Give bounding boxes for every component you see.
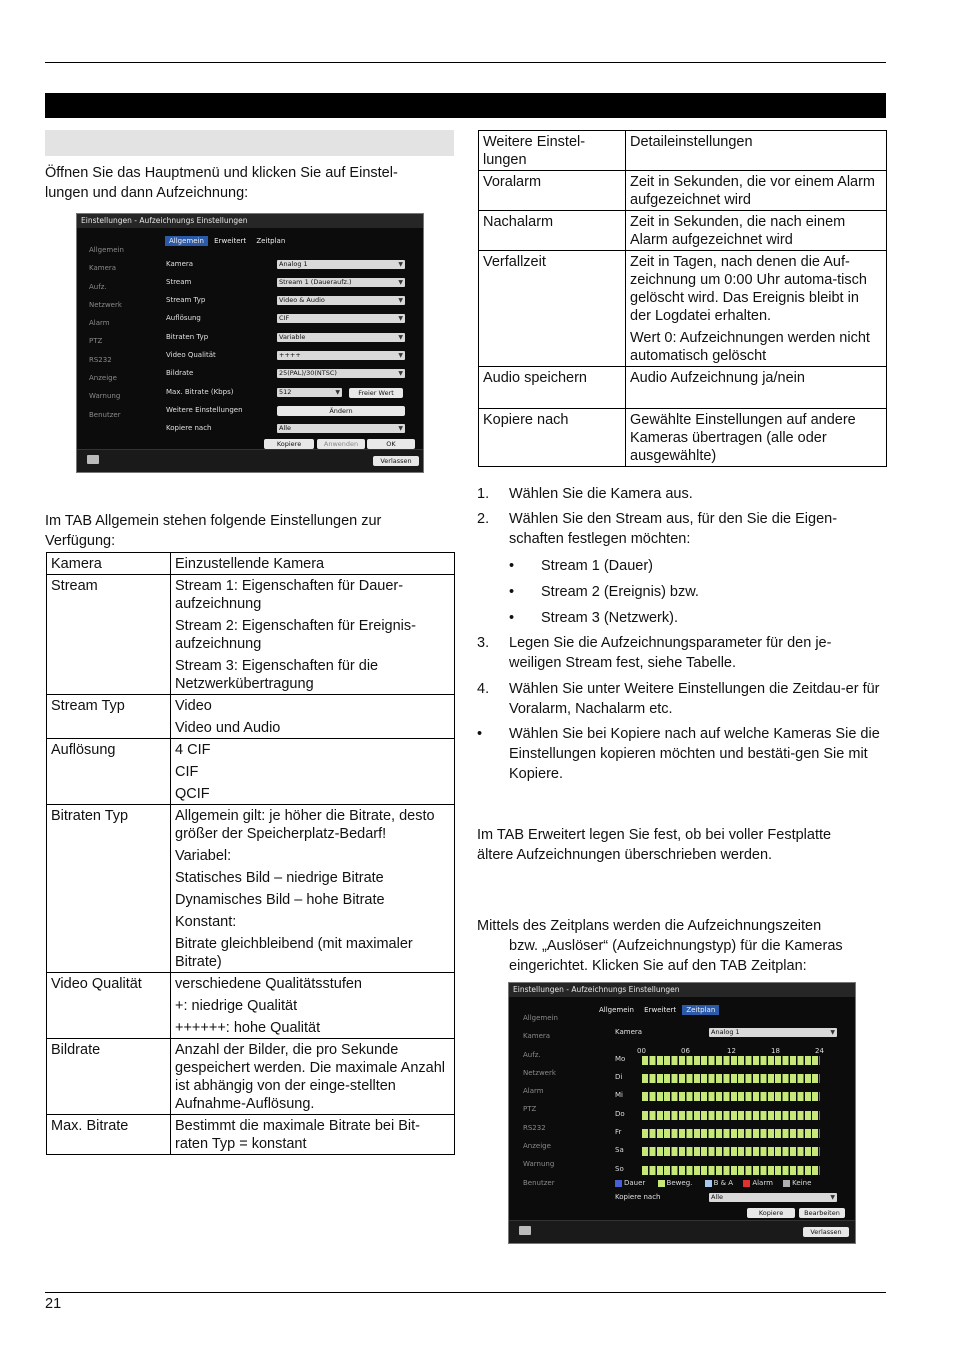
field-label: Stream xyxy=(166,278,192,286)
day-label: Mo xyxy=(615,1055,626,1063)
tab-general-intro xyxy=(45,511,455,551)
settings-screenshot-schedule xyxy=(508,982,856,1244)
table-row xyxy=(47,553,455,575)
legend-label: Beweg. xyxy=(666,1179,693,1187)
step-text: Stream 3 (Netzwerk). xyxy=(541,610,678,626)
legend xyxy=(615,1179,811,1187)
framerate-select[interactable]: 25(PAL)/30(NTSC) ▼ xyxy=(277,369,405,378)
resolution-select[interactable]: CIF ▼ xyxy=(277,314,405,323)
setting-name: Audio speichern xyxy=(479,367,626,409)
schedule-row-do[interactable] xyxy=(642,1111,820,1120)
sidebar-item[interactable]: Benutzer xyxy=(523,1178,555,1187)
tab-general-intro-line: Verfügung: xyxy=(45,533,116,549)
table-row xyxy=(479,171,887,211)
table-row xyxy=(47,1039,455,1115)
copy-to-select[interactable]: Alle ▼ xyxy=(277,424,405,433)
desc-line: Bitrate gleichbleibend (mit maximaler Bitrate) xyxy=(175,936,413,970)
step-number: • xyxy=(509,584,515,600)
step-number: 2. xyxy=(477,511,490,527)
ok-button[interactable]: OK xyxy=(367,439,415,449)
legend-item xyxy=(783,1179,811,1187)
field-label: Stream Typ xyxy=(166,296,206,304)
table-row xyxy=(479,367,887,409)
step-item xyxy=(477,509,887,549)
step-item xyxy=(477,484,887,504)
legend-label: Keine xyxy=(792,1179,812,1187)
sidebar-item[interactable]: Alarm xyxy=(89,319,110,328)
sidebar-item[interactable]: Warnung xyxy=(523,1160,555,1169)
desc-line: Video xyxy=(175,698,212,714)
step-text: Wählen Sie bei Kopiere nach auf welche Kameras Sie die Einstellungen kopieren möchten und bestäti-gen Sie mit Kopiere. xyxy=(509,726,880,782)
setting-desc xyxy=(626,171,887,211)
day-label: Fr xyxy=(615,1128,622,1136)
copy-button[interactable]: Kopiere xyxy=(264,439,314,449)
desc-line: Zeit in Tagen, nach denen die Auf-zeichnung um 0:00 Uhr automa-tisch gelöscht wird. Das Ereignis bleibt in der Logdatei erhalten. xyxy=(630,254,867,324)
step-text: Stream 1 (Dauer) xyxy=(541,558,654,574)
step-text: Stream 2 (Ereignis) bzw. xyxy=(541,584,699,600)
setting-desc xyxy=(626,409,887,467)
desc-line: Video und Audio xyxy=(175,720,281,736)
step-item xyxy=(509,608,879,628)
step-text: Wählen Sie die Kamera aus. xyxy=(509,486,693,502)
legend-label: Alarm xyxy=(752,1179,773,1187)
exit-button[interactable]: Verlassen xyxy=(373,456,419,466)
table-row xyxy=(479,251,887,367)
copy-to-select[interactable]: Alle ▼ xyxy=(709,1193,837,1202)
setting-desc xyxy=(171,575,455,695)
section-bar xyxy=(45,130,454,156)
step-number: 1. xyxy=(477,486,490,502)
step-number: 4. xyxy=(477,681,490,697)
step-item xyxy=(477,679,887,719)
intro-line: Öffnen Sie das Hauptmenü und klicken Sie auf Einstel- xyxy=(45,165,398,181)
tab-advanced[interactable]: Erweitert xyxy=(214,237,247,245)
field-label: Kamera xyxy=(166,260,194,268)
desc-line: Wert 0: Aufzeichnungen werden nicht automatisch gelöscht xyxy=(630,330,870,364)
schedule-row-mo[interactable] xyxy=(642,1056,820,1065)
step-text: Wählen Sie den Stream aus, für den Sie die Eigen-schaften festlegen möchten: xyxy=(509,511,838,547)
setting-name: Stream xyxy=(47,575,171,695)
schedule-row-fr[interactable] xyxy=(642,1129,820,1138)
keyboard-icon[interactable] xyxy=(519,1226,531,1235)
sidebar-item[interactable]: PTZ xyxy=(523,1105,537,1114)
setting-desc xyxy=(626,251,887,367)
desc-line: Zeit in Sekunden, die vor einem Alarm aufgezeichnet wird xyxy=(630,174,876,208)
day-label: Mi xyxy=(615,1091,623,1099)
sidebar-item[interactable]: Netzwerk xyxy=(89,300,122,309)
table-row xyxy=(47,805,455,973)
setting-name: Video Qualität xyxy=(47,973,171,1039)
setting-name: Kamera xyxy=(47,553,171,575)
setting-name: Verfallzeit xyxy=(479,251,626,367)
setting-desc xyxy=(171,973,455,1039)
setting-name: Bitraten Typ xyxy=(47,805,171,973)
desc-line: 4 CIF xyxy=(175,742,211,758)
advanced-line: ältere Aufzeichnungen überschrieben werden. xyxy=(477,847,773,863)
sidebar-item[interactable]: PTZ xyxy=(89,337,103,346)
sidebar-item[interactable]: Kamera xyxy=(89,264,117,273)
setting-name: Nachalarm xyxy=(479,211,626,251)
settings-sidebar xyxy=(523,1009,558,1192)
step-number: • xyxy=(509,610,515,626)
top-rule xyxy=(45,62,886,63)
desc-line: Dynamisches Bild – hohe Bitrate xyxy=(175,892,385,908)
desc-line: Variabel: xyxy=(175,848,232,864)
dialog-title: Einstellungen - Aufzeichnungs Einstellungen xyxy=(77,214,423,228)
setting-desc xyxy=(171,553,455,575)
step-item xyxy=(509,582,879,602)
field-label: Weitere Einstellungen xyxy=(166,406,243,414)
desc-line: Einzustellende Kamera xyxy=(175,556,325,572)
setting-desc xyxy=(171,739,455,805)
sidebar-item[interactable]: Aufz. xyxy=(89,282,107,291)
legend-swatch xyxy=(783,1180,790,1187)
setting-name: Stream Typ xyxy=(47,695,171,739)
setting-desc xyxy=(171,805,455,973)
apply-button[interactable]: Anwenden xyxy=(317,439,365,449)
tab-general[interactable]: Allgemein xyxy=(165,236,208,246)
desc-line: Zeit in Sekunden, die nach einem Alarm aufgezeichnet wird xyxy=(630,214,846,248)
setting-desc xyxy=(171,695,455,739)
schedule-row-mi[interactable] xyxy=(642,1092,820,1101)
sidebar-item[interactable]: Allgemein xyxy=(89,246,124,254)
sidebar-item[interactable]: Anzeige xyxy=(523,1142,551,1151)
desc-line: QCIF xyxy=(175,786,210,802)
dialog-footer xyxy=(77,449,423,472)
setting-desc xyxy=(626,367,887,409)
step-item xyxy=(509,556,879,576)
desc-line: Gewählte Einstellungen auf andere Kameras übertragen (alle oder ausgewählte) xyxy=(630,412,856,464)
tab-schedule[interactable]: Zeitplan xyxy=(256,237,286,245)
max-bitrate-select[interactable]: 512 ▼ xyxy=(277,388,342,397)
field-label: Video Qualität xyxy=(166,351,216,359)
sidebar-item[interactable]: Alarm xyxy=(523,1087,544,1096)
desc-line: Bestimmt die maximale Bitrate bei Bit-raten Typ = konstant xyxy=(175,1118,420,1152)
sidebar-item[interactable]: RS232 xyxy=(89,355,112,364)
field-label: Max. Bitrate (Kbps) xyxy=(166,388,234,396)
advanced-line: Im TAB Erweitert legen Sie fest, ob bei voller Festplatte xyxy=(477,827,832,843)
sidebar-item[interactable]: Allgemein xyxy=(523,1014,558,1022)
settings-screenshot-general xyxy=(76,213,424,473)
setting-name: Weitere Einstel-lungen xyxy=(479,131,626,171)
field-label: Bitraten Typ xyxy=(166,333,209,341)
hour-label: 00 xyxy=(637,1047,646,1055)
sidebar-item[interactable]: Aufz. xyxy=(523,1050,541,1059)
chapter-bar xyxy=(45,93,886,118)
step-number: 3. xyxy=(477,635,490,651)
setting-desc xyxy=(171,1039,455,1115)
legend-item xyxy=(705,1179,734,1187)
field-label: Kopiere nach xyxy=(166,424,212,432)
table-row xyxy=(47,1115,455,1155)
schedule-line: Mittels des Zeitplans werden die Aufzeichnungszeiten xyxy=(477,918,822,934)
tab-schedule[interactable]: Zeitplan xyxy=(682,1005,719,1015)
legend-item xyxy=(743,1179,773,1187)
dialog-footer xyxy=(509,1220,855,1243)
step-number: • xyxy=(477,726,483,742)
legend-label: B & A xyxy=(713,1179,734,1187)
desc-line: Anzahl der Bilder, die pro Sekunde gespeichert werden. Die maximale Anzahl ist abhängig von der einge-stellten Aufnahme-Auflösung. xyxy=(175,1042,445,1112)
desc-line: Stream 2: Eigenschaften für Ereignis-aufzeichnung xyxy=(175,618,416,652)
schedule-text xyxy=(477,916,887,976)
day-label: Do xyxy=(615,1110,625,1118)
intro-line: lungen und dann Aufzeichnung: xyxy=(45,185,249,201)
desc-line: ++++++: hohe Qualität xyxy=(175,1020,321,1036)
sidebar-item[interactable]: Benutzer xyxy=(89,410,121,419)
table-row xyxy=(47,739,455,805)
sidebar-item[interactable]: Warnung xyxy=(89,392,121,401)
desc-line: Audio Aufzeichnung ja/nein xyxy=(630,370,805,386)
setting-desc xyxy=(626,131,887,171)
setting-desc xyxy=(171,1115,455,1155)
keyboard-icon[interactable] xyxy=(87,455,99,464)
general-settings-table xyxy=(46,552,455,1155)
legend-swatch xyxy=(705,1180,712,1187)
sidebar-item[interactable]: Netzwerk xyxy=(523,1068,556,1077)
legend-label: Dauer xyxy=(624,1179,646,1187)
camera-label: Kamera xyxy=(615,1028,643,1036)
step-item xyxy=(477,633,887,673)
stream-select[interactable]: Stream 1 (Daueraufz.) ▼ xyxy=(277,278,405,287)
camera-select[interactable]: Analog 1 ▼ xyxy=(709,1028,837,1037)
table-row xyxy=(479,131,887,171)
copy-button[interactable]: Kopiere xyxy=(747,1208,795,1218)
stream-type-select[interactable]: Video & Audio ▼ xyxy=(277,296,405,305)
step-text: Legen Sie die Aufzeichnungsparameter für den je-weiligen Stream fest, siehe Tabelle. xyxy=(509,635,832,671)
schedule-line: bzw. „Auslöser“ (Aufzeichnungstyp) für die Kameras xyxy=(509,938,843,954)
sidebar-item[interactable]: RS232 xyxy=(523,1123,546,1132)
bitrate-type-select[interactable]: Variable ▼ xyxy=(277,333,405,342)
setting-name: Max. Bitrate xyxy=(47,1115,171,1155)
day-label: Di xyxy=(615,1073,623,1081)
tab-general[interactable]: Allgemein xyxy=(599,1006,634,1014)
table-row xyxy=(47,695,455,739)
desc-line: Stream 1: Eigenschaften für Dauer-aufzeichnung xyxy=(175,578,404,612)
schedule-row-sa[interactable] xyxy=(642,1147,820,1156)
hour-label: 12 xyxy=(727,1047,736,1055)
table-row xyxy=(47,575,455,695)
advanced-settings-table xyxy=(478,130,887,467)
table-row xyxy=(479,211,887,251)
schedule-row-so[interactable] xyxy=(642,1166,820,1175)
desc-line: Detaileinstellungen xyxy=(630,134,753,150)
field-label: Bildrate xyxy=(166,369,194,377)
schedule-line: eingerichtet. Klicken Sie auf den TAB Zeitplan: xyxy=(509,958,807,974)
exit-button[interactable]: Verlassen xyxy=(803,1227,849,1237)
legend-swatch xyxy=(615,1180,622,1187)
intro-text xyxy=(45,163,455,203)
day-label: So xyxy=(615,1165,624,1173)
tab-general-intro-line: Im TAB Allgemein stehen folgende Einstellungen zur xyxy=(45,513,382,529)
camera-select[interactable]: Analog 1 ▼ xyxy=(277,260,405,269)
desc-line: Allgemein gilt: je höher die Bitrate, desto größer der Speicherplatz-Bedarf! xyxy=(175,808,435,842)
legend-swatch xyxy=(743,1180,750,1187)
day-label: Sa xyxy=(615,1146,624,1154)
advanced-tab-text xyxy=(477,825,887,865)
legend-swatch xyxy=(658,1180,665,1187)
desc-line: Konstant: xyxy=(175,914,237,930)
tab-advanced[interactable]: Erweitert xyxy=(644,1006,677,1014)
hour-label: 24 xyxy=(815,1047,824,1055)
legend-item xyxy=(615,1179,645,1187)
table-row xyxy=(479,409,887,467)
dialog-title: Einstellungen - Aufzeichnungs Einstellungen xyxy=(509,983,855,997)
desc-line: CIF xyxy=(175,764,199,780)
desc-line: Stream 3: Eigenschaften für die Netzwerkübertragung xyxy=(175,658,379,692)
change-button[interactable]: Ändern xyxy=(277,406,405,416)
hour-label: 18 xyxy=(771,1047,780,1055)
video-quality-select[interactable]: ++++ ▼ xyxy=(277,351,405,360)
step-number: • xyxy=(509,558,515,574)
copy-to-label: Kopiere nach xyxy=(615,1193,661,1201)
schedule-row-di[interactable] xyxy=(642,1074,820,1083)
sidebar-item[interactable]: Anzeige xyxy=(89,374,117,383)
legend-item xyxy=(658,1179,693,1187)
desc-line: verschiedene Qualitätsstufen xyxy=(175,976,362,992)
desc-line: Statisches Bild – niedrige Bitrate xyxy=(175,870,384,886)
bottom-rule xyxy=(45,1292,886,1293)
table-row xyxy=(47,973,455,1039)
setting-desc xyxy=(626,211,887,251)
page-number: 21 xyxy=(45,1296,62,1312)
settings-sidebar xyxy=(89,241,124,424)
edit-button[interactable]: Bearbeiten xyxy=(799,1208,845,1218)
field-label: Auflösung xyxy=(166,314,201,322)
free-value-button[interactable]: Freier Wert xyxy=(349,388,403,398)
setting-name: Bildrate xyxy=(47,1039,171,1115)
desc-line: +: niedrige Qualität xyxy=(175,998,298,1014)
sidebar-item[interactable]: Kamera xyxy=(523,1032,551,1041)
tab-bar xyxy=(595,1005,719,1015)
tab-bar xyxy=(165,236,289,246)
hour-label: 06 xyxy=(681,1047,690,1055)
setting-name: Kopiere nach xyxy=(479,409,626,467)
step-text: Wählen Sie unter Weitere Einstellungen die Zeitdau-er für Voralarm, Nachalarm etc. xyxy=(509,681,880,717)
setting-name: Voralarm xyxy=(479,171,626,211)
setting-name: Auflösung xyxy=(47,739,171,805)
step-item xyxy=(477,724,887,784)
